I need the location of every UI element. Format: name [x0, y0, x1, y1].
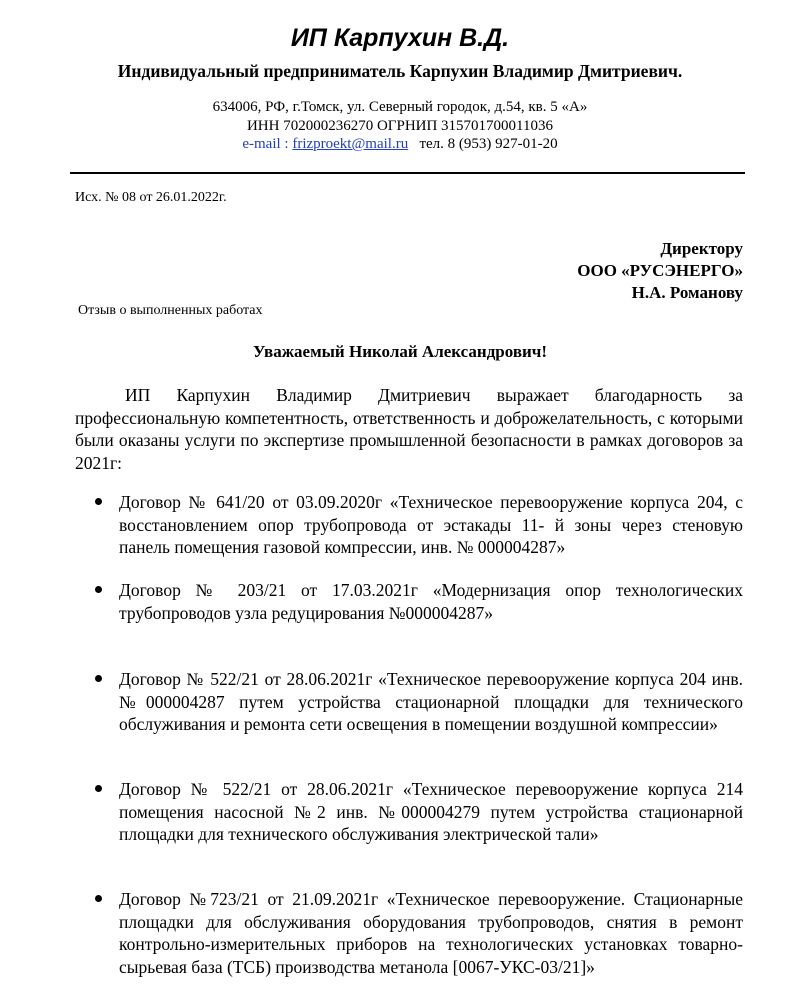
contract-item: [119, 888, 743, 978]
addressee-company: ООО «РУСЭНЕРГО»: [577, 261, 743, 280]
contract-text: Договор № 522/21 от 28.06.2021г «Техническое перевооружение корпуса 214 помещения насосной №2 инв. №000004279 путем устройства стационарной площадки для технического обслуживания электрической тали»: [119, 779, 743, 844]
bullet-icon: [95, 586, 102, 593]
letterhead-contacts: [0, 136, 800, 153]
bullet-icon: [95, 785, 102, 792]
contract-item: [119, 668, 743, 736]
contract-item: [119, 778, 743, 846]
bullet-icon: [95, 675, 102, 682]
contract-text: Договор № 641/20 от 03.09.2020г «Техническое перевооружение корпуса 204, с восстановлением опор трубопровода от эстакады 11- й зоны через стеновую панель помещения газовой компрессии, инв. № 000004287»: [119, 492, 743, 557]
letter-subject: Отзыв о выполненных работах: [78, 303, 263, 318]
email-link[interactable]: frizproekt@mail.ru: [292, 136, 409, 152]
letterhead-registration: ИНН 702000236270 ОГРНИП 315701700011036: [246, 118, 554, 134]
addressee-name: Н.А. Романову: [631, 283, 743, 302]
email-label: e-mail :: [242, 136, 289, 152]
bullet-icon: [95, 895, 102, 902]
letterhead-title: ИП Карпухин В.Д.: [290, 24, 510, 52]
intro-paragraph: ИП Карпухин Владимир Дмитриевич выражает благодарность за профессиональную компетентность, ответственность и доброжелательность, с которыми были оказаны услуги по экспертизе промышленной безопасности в рамках договоров за 2021г:: [75, 385, 743, 473]
contract-text: Договор № 203/21 от 17.03.2021г «Модернизация опор технологических трубопроводов узла редуцирования №000004287»: [119, 580, 743, 623]
letterhead-subtitle: Индивидуальный предприниматель Карпухин Владимир Дмитриевич.: [117, 61, 683, 81]
contract-text: Договор № 522/21 от 28.06.2021г «Техническое перевооружение корпуса 204 инв. №000004287 путем устройства стационарной площадки для технического обслуживания и ремонта сети освещения в помещении воздушной компрессии»: [119, 669, 743, 734]
greeting: Уважаемый Николай Александрович!: [252, 342, 548, 361]
contract-text: Договор №723/21 от 21.09.2021г «Техническое перевооружение. Стационарные площадки для обслуживания оборудования трубопроводов, снятия в ремонт контрольно-измерительных приборов на технологических установках товарно-сырьевая база (ТСБ) производства метанола [0067-УКС-03/21]»: [119, 889, 743, 977]
addressee-position: Директору: [660, 239, 743, 258]
contract-item: [119, 579, 743, 624]
contract-item: [119, 491, 743, 559]
bullet-icon: [95, 498, 102, 505]
header-divider: [70, 172, 745, 174]
letterhead-address: 634006, РФ, г.Томск, ул. Северный городок, д.54, кв. 5 «А»: [212, 99, 588, 115]
outgoing-number: Исх. № 08 от 26.01.2022г.: [75, 190, 227, 205]
phone-number: тел. 8 (953) 927-01-20: [419, 136, 558, 152]
